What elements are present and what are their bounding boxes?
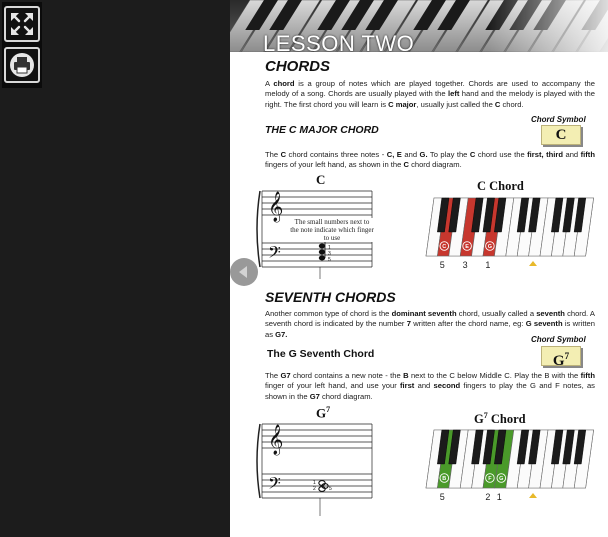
chord-symbol-g7: $G^7$: [541, 346, 581, 366]
finger-number: 5: [439, 260, 445, 270]
svg-text:𝄢: 𝄢: [268, 242, 281, 266]
previous-page-button[interactable]: [230, 258, 258, 286]
svg-text:𝄞: 𝄞: [268, 425, 284, 455]
print-button[interactable]: [4, 47, 40, 83]
chord-symbol-c: C: [541, 125, 581, 145]
chords-paragraph: A chord is a group of notes which are played together. Chords are used to accompany the melody of a song. Chords are usually played with the left hand and the melody is played with the right. The first chord you will learn is C major, usually just called the C chord.: [265, 79, 595, 109]
c-chord-keyboard: [416, 194, 604, 274]
c-major-heading: THE C MAJOR CHORD: [265, 124, 379, 136]
svg-text:𝄞: 𝄞: [268, 192, 284, 222]
g7-chord-staff: [256, 418, 376, 518]
note-label: C: [442, 244, 447, 250]
chords-heading: CHORDS: [265, 58, 331, 75]
note-label: B: [442, 476, 447, 482]
svg-text:𝄢: 𝄢: [268, 473, 281, 497]
kb1-title: C Chord: [477, 179, 524, 193]
g7-chord-keyboard: [416, 426, 604, 508]
lesson-title: LESSON TWO: [263, 31, 415, 52]
staff1-title: C: [316, 172, 326, 187]
middle-c-marker: [529, 493, 537, 498]
lesson-banner: [230, 0, 608, 52]
chord-symbol-label: Chord Symbol: [531, 115, 586, 124]
finger-number: 5: [439, 492, 445, 502]
arrow-left-icon: [239, 266, 247, 278]
finger-number: 3: [462, 260, 468, 270]
finger-number: 1: [496, 492, 502, 502]
g7-heading: The G Seventh Chord: [267, 348, 375, 360]
keyboard-keys: [426, 198, 594, 256]
c-major-paragraph: The C chord contains three notes - C, E and G. To play the C chord use the first, third and fifth fingers of your left hand, as shown in the C chord diagram.: [265, 150, 595, 170]
middle-c-marker: [529, 261, 537, 266]
svg-text:3: 3: [328, 251, 331, 257]
note-label: E: [465, 244, 469, 250]
svg-text:1: 1: [328, 245, 331, 251]
g7-paragraph: The G7 chord contains a new note - the B next to the C below Middle C. Play the B with the fifth finger of your left hand, and use your first and second fingers to play the G and F notes, as shown in the G7 chord diagram.: [265, 371, 595, 401]
staff2-title: $G^7$: [316, 405, 331, 421]
note-label: G: [499, 476, 504, 482]
svg-text:5: 5: [329, 486, 332, 492]
keyboard-keys: [426, 430, 594, 488]
svg-text:1: 1: [313, 480, 316, 486]
note-label: G: [487, 244, 493, 250]
chord-symbol-label-2: Chord Symbol: [531, 335, 586, 344]
fullscreen-button[interactable]: [4, 6, 40, 42]
finger-number: 2: [485, 492, 491, 502]
book-page: [230, 0, 608, 537]
note-label: F: [488, 476, 492, 482]
seventh-heading: SEVENTH CHORDS: [265, 289, 396, 305]
staff-finger-note: The small numbers next to the note indicate which finger to use: [290, 218, 374, 242]
finger-number: 1: [485, 260, 491, 270]
expand-arrows-icon: [9, 11, 35, 37]
svg-text:5: 5: [328, 257, 331, 263]
svg-text:2: 2: [313, 486, 316, 492]
kb2-title: $G^7$ Chord: [474, 411, 526, 427]
printer-icon: [9, 52, 35, 78]
seventh-paragraph: Another common type of chord is the dominant seventh chord, usually called a seventh chord. A seventh chord is indicated by the number 7 written after the chord name, eg: G seventh is written as G7.: [265, 309, 595, 339]
